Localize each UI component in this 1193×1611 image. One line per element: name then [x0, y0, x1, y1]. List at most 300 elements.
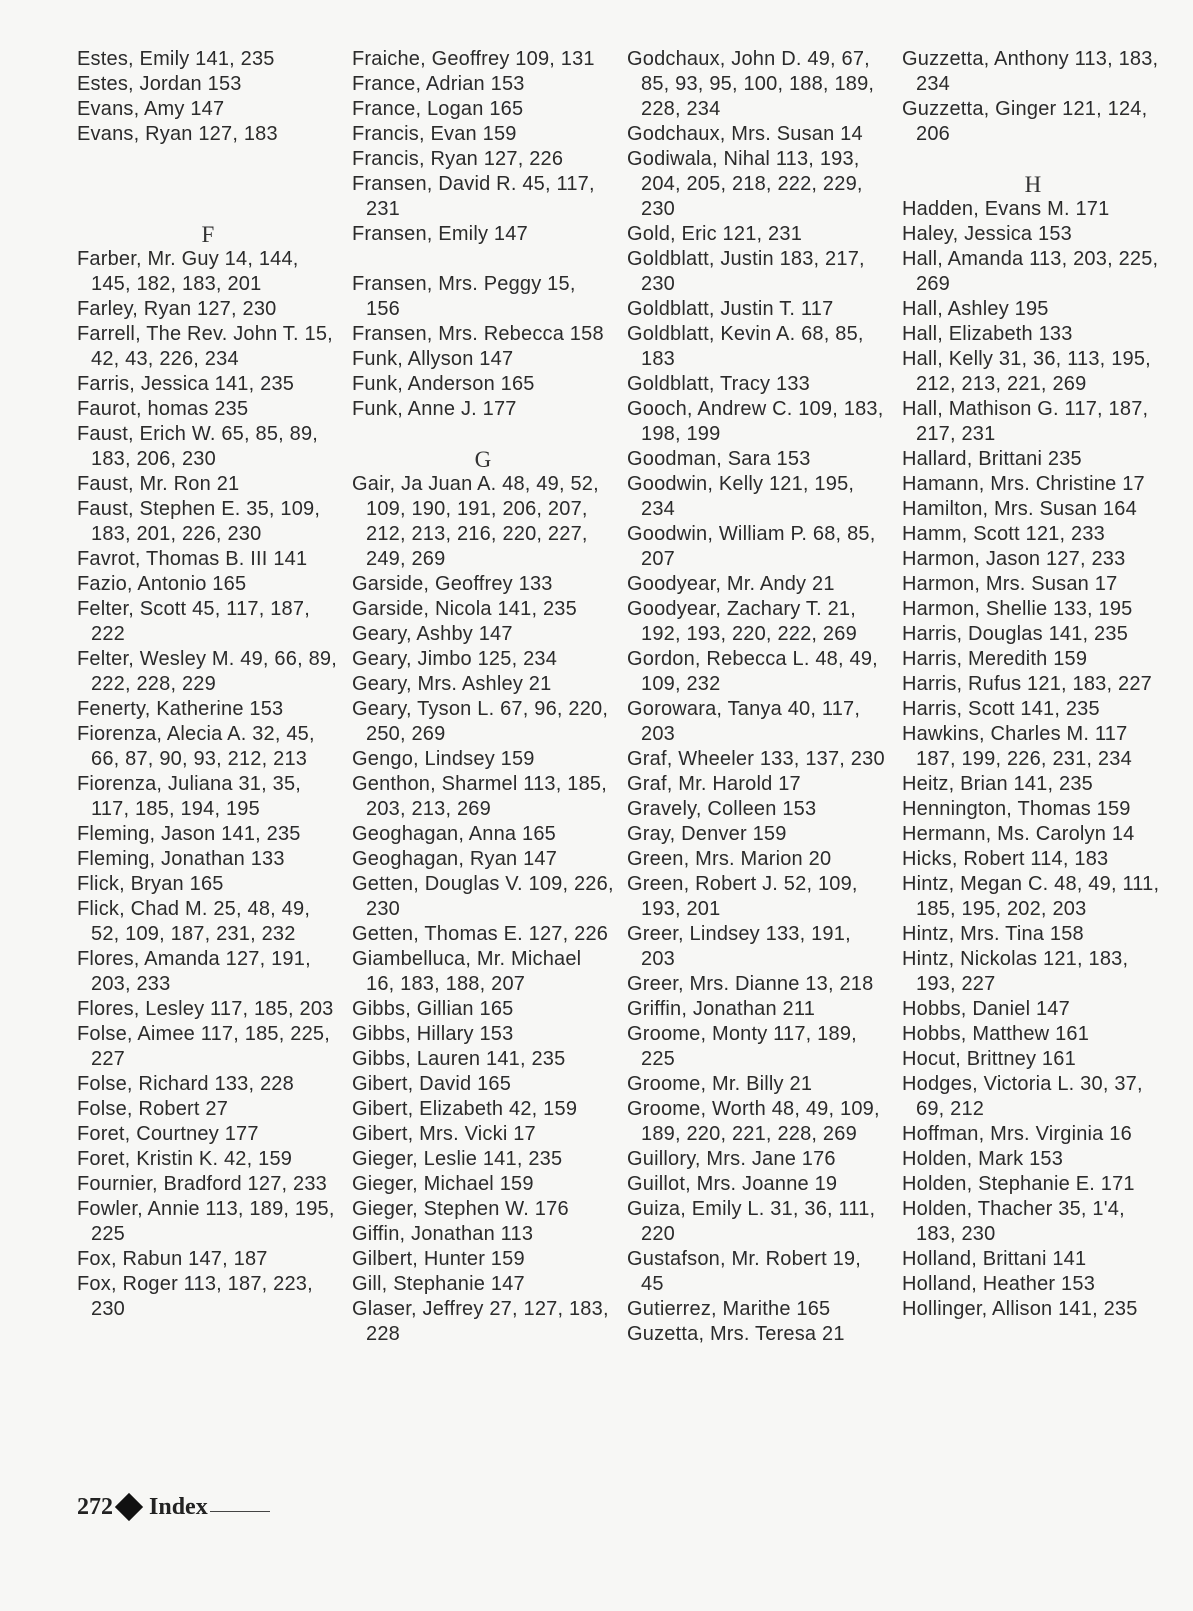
index-entry [77, 1272, 339, 1322]
index-entry [627, 972, 889, 997]
index-entry [627, 1022, 889, 1072]
index-entry [627, 1297, 889, 1322]
index-entry-text: Gold, Eric 121, 231 [627, 223, 803, 245]
index-entry-text: Harmon, Shellie 133, 195 [902, 598, 1133, 620]
index-entry-text: Hoffman, Mrs. Virginia 16 [902, 1123, 1132, 1145]
index-entry [902, 447, 1164, 472]
index-entry [627, 847, 889, 872]
index-entry [352, 1247, 614, 1272]
index-entry-text: Graf, Wheeler 133, 137, 230 [627, 748, 885, 770]
index-entry-text: Giffin, Jonathan 113 [352, 1223, 534, 1245]
index-entry-text: Flick, Bryan 165 [77, 873, 224, 895]
index-entry [352, 1047, 614, 1072]
index-entry-text: Godiwala, Nihal 113, 193, 204, 205, 218, 222, 229, 230 [627, 148, 863, 220]
index-entry-text: Hall, Mathison G. 117, 187, 217, 231 [902, 398, 1149, 445]
index-entry-text: Hamilton, Mrs. Susan 164 [902, 498, 1137, 520]
index-entry-text: Holden, Thacher 35, 1'4, 183, 230 [902, 1198, 1125, 1245]
index-entry [77, 597, 339, 647]
index-entry [77, 697, 339, 722]
index-entry-text: Gibert, Mrs. Vicki 17 [352, 1123, 536, 1145]
spacer [77, 172, 339, 197]
index-entry-text: Glaser, Jeffrey 27, 127, 183, 228 [352, 1298, 609, 1345]
index-entry-text: Hennington, Thomas 159 [902, 798, 1131, 820]
index-entry-text: Goodyear, Zachary T. 21, 192, 193, 220, 222, 269 [627, 598, 857, 645]
index-entry [352, 1197, 614, 1222]
index-entry [352, 947, 614, 997]
index-entry [627, 222, 889, 247]
index-entry [352, 322, 614, 347]
index-column-4 [902, 47, 1164, 1322]
index-entry [902, 822, 1164, 847]
index-entry [77, 422, 339, 472]
index-entry [627, 1097, 889, 1147]
index-entry [627, 47, 889, 122]
index-entry [902, 1272, 1164, 1297]
index-entry-text: Geoghagan, Ryan 147 [352, 848, 558, 870]
index-entry [352, 622, 614, 647]
index-entry-text: Holden, Stephanie E. 171 [902, 1173, 1135, 1195]
index-entry [627, 997, 889, 1022]
index-entry-text: Funk, Anderson 165 [352, 373, 535, 395]
index-entry [77, 872, 339, 897]
index-entry [77, 322, 339, 372]
index-entry-text: Gibert, David 165 [352, 1073, 512, 1095]
index-entry-text: Guzzetta, Ginger 121, 124, 206 [902, 98, 1148, 145]
spacer [352, 422, 614, 447]
index-entry [77, 772, 339, 822]
index-entry-text: Harris, Meredith 159 [902, 648, 1088, 670]
index-entry [902, 572, 1164, 597]
index-entry-text: Holland, Heather 153 [902, 1273, 1096, 1295]
index-entry [627, 772, 889, 797]
index-entry [352, 397, 614, 422]
index-entry-text: Harmon, Jason 127, 233 [902, 548, 1126, 570]
index-entry [902, 672, 1164, 697]
index-entry [627, 447, 889, 472]
index-entry [352, 997, 614, 1022]
index-entry [627, 872, 889, 922]
index-entry-text: Guillot, Mrs. Joanne 19 [627, 1173, 838, 1195]
index-entry-text: Gordon, Rebecca L. 48, 49, 109, 232 [627, 648, 878, 695]
index-entry [352, 772, 614, 822]
index-entry-text: Flick, Chad M. 25, 48, 49, 52, 109, 187, 231, 232 [77, 898, 311, 945]
index-entry [77, 647, 339, 697]
index-entry-text: Heitz, Brian 141, 235 [902, 773, 1093, 795]
index-entry [352, 1272, 614, 1297]
index-entry [77, 947, 339, 997]
index-entry [627, 822, 889, 847]
index-entry-text: Griffin, Jonathan 211 [627, 998, 816, 1020]
index-entry [902, 647, 1164, 672]
index-entry-text: Gravely, Colleen 153 [627, 798, 817, 820]
index-entry-text: Guzetta, Mrs. Teresa 21 [627, 1323, 845, 1345]
index-entry-text: Goldblatt, Justin 183, 217, 230 [627, 248, 865, 295]
index-entry [902, 697, 1164, 722]
index-entry [627, 397, 889, 447]
spacer [77, 197, 339, 222]
index-entry [902, 1197, 1164, 1247]
index-entry-text: Giambelluca, Mr. Michael 16, 183, 188, 207 [352, 948, 582, 995]
index-entry [902, 947, 1164, 997]
index-entry-text: Goodwin, Kelly 121, 195, 234 [627, 473, 855, 520]
index-entry [77, 372, 339, 397]
index-entry [352, 97, 614, 122]
index-entry [627, 322, 889, 372]
index-entry [77, 572, 339, 597]
index-entry-text: France, Adrian 153 [352, 73, 525, 95]
index-entry-text: Fraiche, Geoffrey 109, 131 [352, 48, 595, 70]
index-entry [902, 997, 1164, 1022]
diamond-icon [115, 1493, 143, 1521]
index-entry-text: Guillory, Mrs. Jane 176 [627, 1148, 836, 1170]
index-entry [902, 872, 1164, 922]
index-entry-text: Graf, Mr. Harold 17 [627, 773, 801, 795]
index-entry [902, 1122, 1164, 1147]
index-entry-text: Geary, Ashby 147 [352, 623, 513, 645]
index-entry-text: Goodman, Sara 153 [627, 448, 811, 470]
index-entry [902, 97, 1164, 147]
index-entry [627, 922, 889, 972]
index-entry [352, 347, 614, 372]
index-entry-text: Genthon, Sharmel 113, 185, 203, 213, 269 [352, 773, 607, 820]
index-entry-text: Harris, Douglas 141, 235 [902, 623, 1129, 645]
footer-rule [210, 1511, 270, 1512]
index-entry-text: Fenerty, Katherine 153 [77, 698, 284, 720]
index-entry [627, 522, 889, 572]
index-entry [902, 347, 1164, 397]
index-entry [352, 472, 614, 572]
index-entry [627, 1197, 889, 1247]
index-entry-text: Hamm, Scott 121, 233 [902, 523, 1105, 545]
index-entry [902, 622, 1164, 647]
index-entry-text: Gieger, Stephen W. 176 [352, 1198, 569, 1220]
index-entry [77, 1097, 339, 1122]
index-entry-text: Hollinger, Allison 141, 235 [902, 1298, 1138, 1320]
index-entry-text: Goldblatt, Tracy 133 [627, 373, 810, 395]
index-entry-text: Harris, Rufus 121, 183, 227 [902, 673, 1152, 695]
index-entry [352, 1022, 614, 1047]
index-entry-text: Francis, Evan 159 [352, 123, 517, 145]
index-entry [352, 1097, 614, 1122]
index-entry-text: Funk, Anne J. 177 [352, 398, 517, 420]
index-entry-text: Fiorenza, Juliana 31, 35, 117, 185, 194, 195 [77, 773, 302, 820]
index-entry-text: Faurot, homas 235 [77, 398, 249, 420]
index-entry [902, 722, 1164, 772]
index-entry [902, 1072, 1164, 1122]
index-entry-text: Getten, Thomas E. 127, 226 [352, 923, 609, 945]
index-entry [77, 122, 339, 147]
index-entry-text: Godchaux, Mrs. Susan 14 [627, 123, 863, 145]
index-column-3 [627, 47, 889, 1347]
index-entry-text: Flores, Lesley 117, 185, 203 [77, 998, 334, 1020]
index-entry [352, 172, 614, 222]
index-entry [77, 97, 339, 122]
index-entry-text: Green, Mrs. Marion 20 [627, 848, 832, 870]
index-entry-text: Farrell, The Rev. John T. 15, 42, 43, 226, 234 [77, 323, 333, 370]
index-entry [352, 72, 614, 97]
spacer [77, 147, 339, 172]
index-entry [352, 872, 614, 922]
index-entry [352, 747, 614, 772]
index-entry [902, 397, 1164, 447]
index-entry [352, 1172, 614, 1197]
index-entry [352, 1122, 614, 1147]
index-entry [352, 1072, 614, 1097]
index-entry-text: Farley, Ryan 127, 230 [77, 298, 277, 320]
index-entry-text: Evans, Amy 147 [77, 98, 225, 120]
index-entry-text: Foret, Courtney 177 [77, 1123, 259, 1145]
index-entry [627, 747, 889, 772]
index-entry [77, 1172, 339, 1197]
index-entry [352, 847, 614, 872]
index-entry [627, 697, 889, 747]
index-entry-text: Goodyear, Mr. Andy 21 [627, 573, 835, 595]
index-entry-text: Hall, Elizabeth 133 [902, 323, 1073, 345]
index-entry [627, 597, 889, 647]
index-entry-text: Groome, Mr. Billy 21 [627, 1073, 813, 1095]
index-entry-text: Geary, Mrs. Ashley 21 [352, 673, 552, 695]
index-entry [77, 822, 339, 847]
index-entry-text: Haley, Jessica 153 [902, 223, 1072, 245]
index-entry-text: Gibert, Elizabeth 42, 159 [352, 1098, 578, 1120]
index-entry-text: Goldblatt, Kevin A. 68, 85, 183 [627, 323, 864, 370]
index-entry-text: Folse, Aimee 117, 185, 225, 227 [77, 1023, 330, 1070]
index-entry [352, 597, 614, 622]
index-column-2 [352, 47, 614, 1347]
index-entry-text: Gibbs, Hillary 153 [352, 1023, 514, 1045]
index-entry-text: Groome, Worth 48, 49, 109, 189, 220, 221, 228, 269 [627, 1098, 880, 1145]
index-entry-text: Guzzetta, Anthony 113, 183, 234 [902, 48, 1159, 95]
index-entry-text: Estes, Emily 141, 235 [77, 48, 275, 70]
index-entry-text: Fleming, Jonathan 133 [77, 848, 285, 870]
index-entry [627, 297, 889, 322]
index-entry [902, 1147, 1164, 1172]
index-entry [627, 1247, 889, 1297]
index-entry [627, 372, 889, 397]
index-entry [352, 147, 614, 172]
index-entry-text: Hocut, Brittney 161 [902, 1048, 1076, 1070]
index-entry [77, 997, 339, 1022]
index-entry [352, 47, 614, 72]
index-entry-text: Hermann, Ms. Carolyn 14 [902, 823, 1135, 845]
index-entry-text: Faust, Mr. Ron 21 [77, 473, 240, 495]
index-entry [902, 772, 1164, 797]
index-entry [627, 647, 889, 697]
index-entry-text: Gieger, Leslie 141, 235 [352, 1148, 563, 1170]
index-entry-text: Hintz, Megan C. 48, 49, 111, 185, 195, 202, 203 [902, 873, 1160, 920]
index-entry [77, 847, 339, 872]
index-entry [902, 522, 1164, 547]
index-entry-text: Guiza, Emily L. 31, 36, 111, 220 [627, 1198, 876, 1245]
index-entry-text: Fiorenza, Alecia A. 32, 45, 66, 87, 90, 93, 212, 213 [77, 723, 315, 770]
index-entry [352, 572, 614, 597]
index-entry-text: Farber, Mr. Guy 14, 144, 145, 182, 183, 201 [77, 248, 299, 295]
index-entry [902, 1297, 1164, 1322]
index-entry-text: Goodwin, William P. 68, 85, 207 [627, 523, 876, 570]
index-entry [77, 472, 339, 497]
index-entry [77, 497, 339, 547]
index-entry-text: Hawkins, Charles M. 117 187, 199, 226, 231, 234 [902, 723, 1132, 770]
index-entry-text: Fox, Rabun 147, 187 [77, 1248, 268, 1270]
index-entry [902, 1247, 1164, 1272]
index-entry-text: Greer, Lindsey 133, 191, 203 [627, 923, 851, 970]
index-entry [902, 472, 1164, 497]
index-entry [77, 1022, 339, 1072]
index-entry-text: Hall, Ashley 195 [902, 298, 1049, 320]
index-entry [352, 672, 614, 697]
index-entry-text: Farris, Jessica 141, 235 [77, 373, 295, 395]
index-entry-text: Hicks, Robert 114, 183 [902, 848, 1109, 870]
index-entry-text: Folse, Richard 133, 228 [77, 1073, 294, 1095]
index-entry [902, 922, 1164, 947]
index-entry-text: Hintz, Nickolas 121, 183, 193, 227 [902, 948, 1129, 995]
index-entry [77, 247, 339, 297]
index-entry [902, 1172, 1164, 1197]
index-entry [77, 1197, 339, 1247]
index-entry-text: Hall, Kelly 31, 36, 113, 195, 212, 213, 221, 269 [902, 348, 1151, 395]
index-entry [902, 1022, 1164, 1047]
index-entry [77, 47, 339, 72]
index-entry-text: Harmon, Mrs. Susan 17 [902, 573, 1118, 595]
index-entry [627, 472, 889, 522]
index-entry [902, 222, 1164, 247]
index-column-1 [77, 47, 339, 1322]
index-entry [352, 697, 614, 747]
index-entry [902, 847, 1164, 872]
index-entry-text: Estes, Jordan 153 [77, 73, 242, 95]
index-entry-text: Gair, Ja Juan A. 48, 49, 52, 109, 190, 191, 206, 207, 212, 213, 216, 220, 227, 249, 269 [352, 473, 599, 570]
index-entry-text: Francis, Ryan 127, 226 [352, 148, 564, 170]
index-entry-text: Gorowara, Tanya 40, 117, 203 [627, 698, 861, 745]
index-entry-text: Gieger, Michael 159 [352, 1173, 534, 1195]
index-entry [627, 572, 889, 597]
index-entry-text: Folse, Robert 27 [77, 1098, 229, 1120]
index-entry [902, 197, 1164, 222]
index-entry [352, 272, 614, 322]
index-entry-text: Fox, Roger 113, 187, 223, 230 [77, 1273, 313, 1320]
index-entry-text: Hintz, Mrs. Tina 158 [902, 923, 1084, 945]
index-entry [902, 247, 1164, 297]
index-entry-text: Geary, Jimbo 125, 234 [352, 648, 558, 670]
index-entry [902, 547, 1164, 572]
index-entry [352, 1147, 614, 1172]
index-entry [902, 322, 1164, 347]
index-entry-text: Foret, Kristin K. 42, 159 [77, 1148, 293, 1170]
index-entry-text: Hobbs, Daniel 147 [902, 998, 1070, 1020]
index-entry [902, 497, 1164, 522]
index-entry-text: Fazio, Antonio 165 [77, 573, 247, 595]
index-entry [627, 1172, 889, 1197]
index-entry-text: Gengo, Lindsey 159 [352, 748, 535, 770]
index-entry-text: France, Logan 165 [352, 98, 524, 120]
index-entry-text: Hamann, Mrs. Christine 17 [902, 473, 1145, 495]
index-entry-text: Funk, Allyson 147 [352, 348, 514, 370]
index-entry-text: Hadden, Evans M. 171 [902, 198, 1110, 220]
index-entry [902, 47, 1164, 97]
index-entry-text: Fournier, Bradford 127, 233 [77, 1173, 327, 1195]
index-entry [352, 1297, 614, 1347]
index-entry-text: Fowler, Annie 113, 189, 195, 225 [77, 1198, 335, 1245]
index-entry [627, 122, 889, 147]
index-entry-text: Godchaux, John D. 49, 67, 85, 93, 95, 100, 188, 189, 228, 234 [627, 48, 875, 120]
index-entry-text: Garside, Nicola 141, 235 [352, 598, 577, 620]
index-entry [77, 1247, 339, 1272]
index-entry [352, 647, 614, 672]
index-entry [77, 897, 339, 947]
index-entry-text: Favrot, Thomas B. III 141 [77, 548, 308, 570]
index-entry-text: Faust, Stephen E. 35, 109, 183, 201, 226, 230 [77, 498, 321, 545]
index-entry-text: Getten, Douglas V. 109, 226, 230 [352, 873, 614, 920]
index-entry-text: Hallard, Brittani 235 [902, 448, 1082, 470]
index-entry-text: Faust, Erich W. 65, 85, 89, 183, 206, 230 [77, 423, 319, 470]
index-entry [352, 822, 614, 847]
index-entry [352, 922, 614, 947]
index-entry [902, 797, 1164, 822]
index-entry-text: Groome, Monty 117, 189, 225 [627, 1023, 857, 1070]
index-entry-text: Gustafson, Mr. Robert 19, 45 [627, 1248, 861, 1295]
index-entry-text: Felter, Scott 45, 117, 187, 222 [77, 598, 310, 645]
index-entry-text: Fransen, Mrs. Rebecca 158 [352, 323, 604, 345]
index-entry [77, 397, 339, 422]
index-entry-text: Felter, Wesley M. 49, 66, 89, 222, 228, 229 [77, 648, 337, 695]
index-entry-text: Gray, Denver 159 [627, 823, 787, 845]
spacer [352, 247, 614, 272]
index-entry-text: Green, Robert J. 52, 109, 193, 201 [627, 873, 858, 920]
index-entry-text: Hobbs, Matthew 161 [902, 1023, 1090, 1045]
index-entry [627, 247, 889, 297]
index-entry-text: Goldblatt, Justin T. 117 [627, 298, 834, 320]
section-letter: H [1024, 172, 1042, 197]
index-entry [77, 547, 339, 572]
index-entry [627, 1322, 889, 1347]
index-entry-text: Fransen, David R. 45, 117, 231 [352, 173, 595, 220]
index-entry [352, 1222, 614, 1247]
index-entry-text: Holden, Mark 153 [902, 1148, 1064, 1170]
index-entry-text: Harris, Scott 141, 235 [902, 698, 1100, 720]
index-entry-text: Gill, Stephanie 147 [352, 1273, 525, 1295]
index-entry-text: Garside, Geoffrey 133 [352, 573, 553, 595]
index-entry-text: Geary, Tyson L. 67, 96, 220, 250, 269 [352, 698, 609, 745]
index-entry-text: Fleming, Jason 141, 235 [77, 823, 301, 845]
index-entry-text: Holland, Brittani 141 [902, 1248, 1087, 1270]
index-entry [352, 122, 614, 147]
index-entry-text: Geoghagan, Anna 165 [352, 823, 556, 845]
index-entry [627, 797, 889, 822]
page-footer [77, 1487, 270, 1527]
index-entry [77, 1122, 339, 1147]
section-letter: G [474, 447, 492, 472]
spacer [902, 147, 1164, 172]
index-entry-text: Fransen, Mrs. Peggy 15, 156 [352, 273, 576, 320]
index-entry-text: Gibbs, Lauren 141, 235 [352, 1048, 566, 1070]
index-entry [627, 1147, 889, 1172]
section-letter: F [201, 222, 215, 247]
index-entry [902, 1047, 1164, 1072]
footer-label: Index [149, 1493, 208, 1520]
index-entry [627, 1072, 889, 1097]
index-entry [77, 1147, 339, 1172]
index-entry [77, 722, 339, 772]
index-entry [902, 297, 1164, 322]
index-entry [77, 297, 339, 322]
index-entry [902, 597, 1164, 622]
index-entry [77, 72, 339, 97]
index-entry-text: Evans, Ryan 127, 183 [77, 123, 278, 145]
index-entry-text: Hodges, Victoria L. 30, 37, 69, 212 [902, 1073, 1143, 1120]
index-entry-text: Greer, Mrs. Dianne 13, 218 [627, 973, 874, 995]
index-entry-text: Fransen, Emily 147 [352, 223, 528, 245]
index-entry-text: Hall, Amanda 113, 203, 225, 269 [902, 248, 1159, 295]
